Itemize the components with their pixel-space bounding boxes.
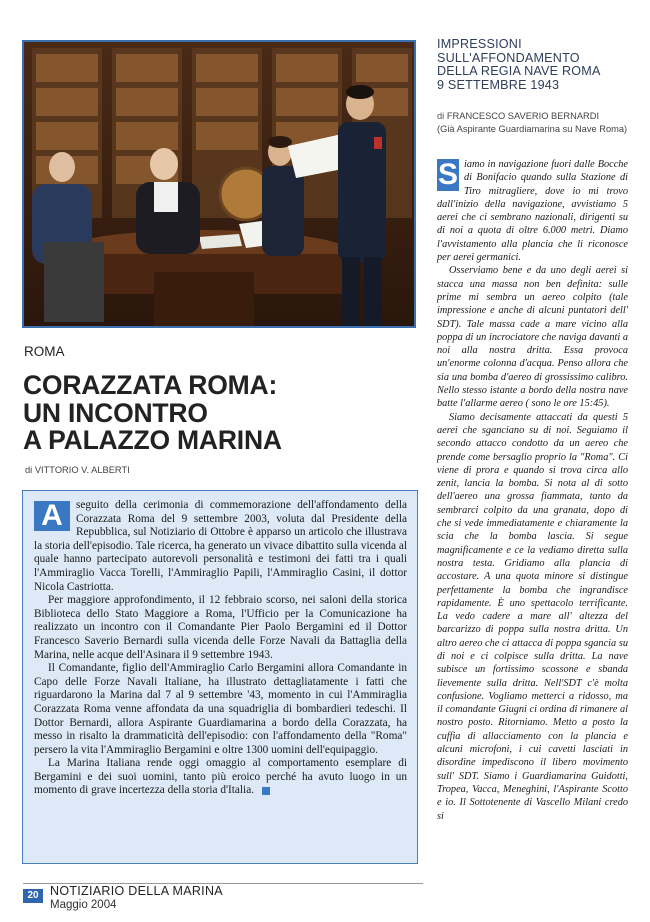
body-paragraph: Siamo decisamente attaccati da questi 5 aerei che sganciano su di noi. Seguiamo il secondo attacco condotto da un aereo che prende come bersaglio proprio la "Roma". Ci viene di prora e quando si trova circa allo zenit, lancia la bomba. Si nota al di sotto dell'aereo una grossa fiammata, tanto da sembrarci colpito da una granata, dopo di che si vede immediatamente e chiaramente la scia che la bomba lascia. Si segue magnificamente e ce la vediamo diretta sulla nostra testa. Gridiamo alla plancia di accostare. A una quota minore si distingue perfettamente la bomba che ingrandisce rapidamente. È uno spettacolo terrificante. La vedo cadere a mare all' altezza del barcarizzo di poppa sulla nostra dritta. Un altro aereo che ci attacca di poppa sgancia su di noi e ci colpisce sulla dritta. La nave subisce un fortissimo scossone e sbanda lievemente sulla dritta. Nell'SDT c'è molta confusione. Vogliamo metterci a ridosso, ma il comandante Giugni ci ordina di rimanere al nostro posto. Ritorniamo. Metto a posto la cuffia di allacciamento con la plancia e alcuni microfoni, i cui cavetti lasciati in disordine impediscono il libero movimento sull' SDT. Siamo i Guardiamarina Guidotti, Tropea, Vacca, Meneghini, l'Aspirante Scotto e io. Il Sottotenente di Vascello Milani credo si	[437, 411, 628, 822]
intro-paragraph: La Marina Italiana rende oggi omaggio al comportamento esemplare di Bergamini e dei suoi uomini, tanto più eroico perché ha avuto luogo in un momento di grave incertezza della storia d'Italia.	[34, 757, 407, 797]
intro-paragraph: Per maggiore approfondimento, il 12 febbraio scorso, nei saloni della storica Biblioteca dello Stato Maggiore a Roma, l'Ufficio per la Comunicazione ha realizzato un incontro con il Comandante Pier Paolo Bergamini ed il Dottor Francesco Saverio Bernardi sulla vicenda delle Forze Navali da Battaglia della Marina, nelle acque dell'Asinara il 9 settembre 1943.	[34, 594, 407, 661]
dropcap: S	[437, 158, 458, 191]
article-photo	[22, 40, 416, 328]
title-line: 9 SETTEMBRE 1943	[437, 77, 560, 92]
author-prefix: di	[437, 111, 445, 121]
intro-paragraph: Il Comandante, figlio dell'Ammiraglio Carlo Bergamini allora Comandante in Capo delle Forze Navali Italiane, ha illustrato dettagliatamente i fatti che riguardarono la Marina dal 7 al 9 settembre '43, momento in cui l'Ammiraglia Corazzata Roma venne affondata da una squadriglia di bombardieri tedeschi. Il Dottor Bernardi, allora Aspirante Guardiamarina a bordo della Corazzata, ha messo in risalto la drammaticità dell'episodio: con l'affondamento della "Roma" persero la vita l'Ammiraglio Bergamini e oltre 1300 uomini dell'equipaggio.	[34, 662, 407, 756]
headline	[23, 372, 423, 455]
author-name: FRANCESCO SAVERIO BERNARDI	[446, 111, 600, 121]
byline	[25, 465, 130, 475]
byline-name: VITTORIO V. ALBERTI	[34, 465, 130, 475]
intro-paragraph: A seguito della cerimonia di commemorazione dell'affondamento della Corazzata Roma del 9 settembre 2003, voluta dal Presidente della Repubblica, sul Notiziario di Ottobre è apparso un articolo che illustrava la storia dell'episodio. Tale ricerca, ha generato un vivace dibattito sulla vicenda al quale hanno partecipato autorevoli personalità e testimoni dei fatti tra i quali l'Ammiraglio Vacca Torelli, l'Ammiraglio Papili, l'Ammiraglio Casini, il dottor Nicola Castriotta.	[34, 499, 407, 593]
body-paragraph: S iamo in navigazione fuori dalle Bocche di Bonifacio quando sulla Stazione di Tiro mitragliere, dove io mi trovo dall'inizio della navigazione, avvistiamo 5 aerei che ci sembrano nazionali, dirigenti su di noi a quota di oltre 6.000 metri. Diamo l'avvistamento alla plancia che li riconosce per aerei germanici.	[437, 158, 628, 264]
headline-line: UN INCONTRO	[23, 397, 208, 428]
end-mark-icon	[262, 787, 270, 795]
title-line: IMPRESSIONI	[437, 37, 522, 51]
headline-line: CORAZZATA ROMA:	[23, 370, 278, 400]
title-line: SULL'AFFONDAMENTO	[437, 50, 580, 65]
body-paragraph: Osserviamo bene e da uno degli aerei si stacca una massa non ben definita: sulle prime mi sembra un aereo colpito (tale impressione e anche di alcuni puntatori dell' SDT). Tale massa cade a mare vicino alla poppa di un incrociatore che naviga davanti a noi alla nostra dritta. Essa provoca un'enorme colonna d'acqua. Penso allora che sia una bomba d'aereo di grossissimo calibro. Nello stesso istante a bordo della nostra nave batte l'allarme aereo ( sono le ore 15:45).	[437, 265, 628, 410]
intro-box	[22, 490, 418, 864]
title-line: DELLA REGIA NAVE ROMA	[437, 64, 601, 79]
magazine-title: NOTIZIARIO DELLA MARINA	[50, 884, 223, 898]
right-column-title	[437, 38, 637, 92]
page-number: 20	[23, 889, 43, 903]
author-role: (Già Aspirante Guardiamarina su Nave Roma)	[437, 124, 628, 134]
right-column-author	[437, 110, 642, 136]
issue-date: Maggio 2004	[50, 899, 117, 911]
dropcap: A	[34, 501, 70, 531]
photo-meeting-library	[24, 42, 414, 326]
byline-prefix: di	[25, 465, 33, 475]
section-label: ROMA	[24, 344, 65, 359]
right-column-body	[437, 158, 628, 823]
headline-line: A PALAZZO MARINA	[23, 425, 282, 455]
